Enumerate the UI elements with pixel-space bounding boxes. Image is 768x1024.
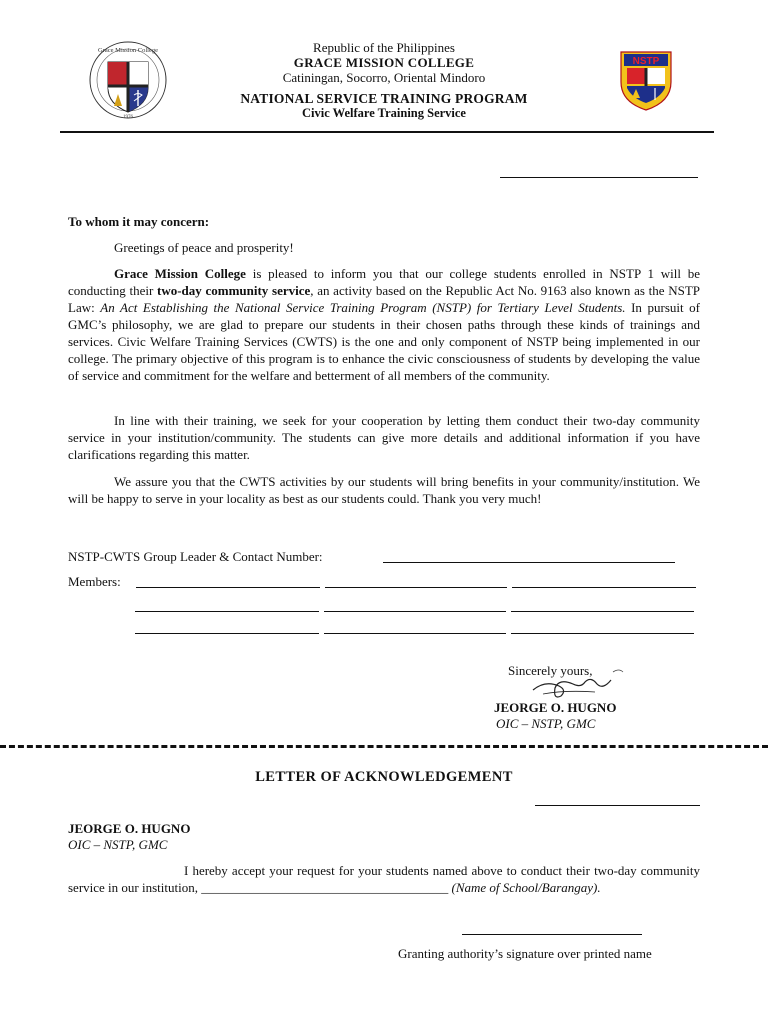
nstp-shield-logo (618, 48, 674, 112)
member-blank[interactable] (135, 611, 319, 612)
member-blank[interactable] (511, 611, 694, 612)
member-blank[interactable] (511, 633, 694, 634)
granting-signature-caption: Granting authority’s signature over printed name (398, 946, 652, 961)
member-blank[interactable] (324, 611, 506, 612)
paragraph-3: We assure you that the CWTS activities by our students will bring benefits in your community/institution. We will be happy to serve in your locality as best as our students could. Thank you very much! (68, 474, 700, 506)
member-blank[interactable] (136, 587, 320, 588)
ack-school-blank[interactable]: ______________________________________ (201, 880, 449, 895)
ack-body-text: I hereby accept your request for your students named above to conduct their two-day community service in our institution, (68, 863, 700, 895)
group-leader-label: NSTP-CWTS Group Leader & Contact Number: (68, 549, 323, 564)
members-label: Members: (68, 574, 121, 589)
acknowledgement-title: LETTER OF ACKNOWLEDGEMENT (255, 769, 513, 785)
school-address: Catiningan, Socorro, Oriental Mindoro (282, 70, 486, 85)
school-name: GRACE MISSION COLLEGE (293, 55, 475, 70)
greeting: Greetings of peace and prosperity! (114, 240, 294, 255)
college-seal-logo (88, 40, 168, 120)
ack-school-hint: (Name of School/Barangay). (451, 880, 601, 895)
ack-addressee-name: JEORGE O. HUGNO (68, 821, 191, 836)
republic-line: Republic of the Philippines (313, 40, 455, 55)
salutation: To whom it may concern: (68, 214, 210, 229)
program-title: NATIONAL SERVICE TRAINING PROGRAM (240, 91, 528, 106)
shield-banner-text: NSTP (632, 56, 660, 67)
seal-year: 1976 (123, 115, 133, 120)
ack-body (68, 862, 700, 896)
signatory-name: JEORGE O. HUGNO (494, 700, 617, 715)
p1-text-c: , an activity based on the Republic Act No. 9163 also known as the NSTP Law: (68, 283, 701, 315)
member-blank[interactable] (135, 633, 319, 634)
letterhead (200, 40, 568, 121)
granting-signature-line[interactable] (462, 934, 642, 935)
handwritten-signature (525, 662, 630, 704)
p1-text-a: is pleased to inform you that our college students enrolled in NSTP 1 will be conducting their (68, 266, 701, 298)
p1-law-title: An Act Establishing the National Service Training Program (NSTP) for Tertiary Level Students. (100, 300, 626, 315)
paragraph-2: In line with their training, we seek for your cooperation by letting them conduct their two-day community service in your institution/community. The students can give more details and additional information if you have clarifications regarding this matter. (68, 413, 700, 462)
signatory-title: OIC – NSTP, GMC (496, 716, 596, 731)
ack-addressee-title: OIC – NSTP, GMC (68, 837, 168, 852)
p1-text-e: In pursuit of GMC’s philosophy, we are glad to prepare our students in their chosen paths through these kinds of trainings and services. Civic Welfare Training Services (CWTS) is the one and only component of NSTP being implemented in our college. The primary objective of this program is to enhance the civic consciousness of students by developing the value of service and commitment for the welfare and betterment of all members of the community. (68, 300, 700, 383)
paragraph-1 (68, 265, 700, 384)
seal-ring-text: Grace Mission College (98, 47, 158, 54)
p1-college-name: Grace Mission College (114, 266, 246, 281)
date-blank-line[interactable] (500, 177, 698, 178)
member-blank[interactable] (325, 587, 507, 588)
group-leader-blank[interactable] (383, 562, 675, 563)
header-rule (60, 131, 714, 133)
closing: Sincerely yours, (508, 663, 593, 678)
component-title: Civic Welfare Training Service (302, 106, 466, 120)
cut-line (0, 745, 768, 748)
member-blank[interactable] (324, 633, 506, 634)
member-blank[interactable] (512, 587, 696, 588)
ack-date-blank[interactable] (535, 805, 700, 806)
p1-bold-service: two-day community service (157, 283, 311, 298)
